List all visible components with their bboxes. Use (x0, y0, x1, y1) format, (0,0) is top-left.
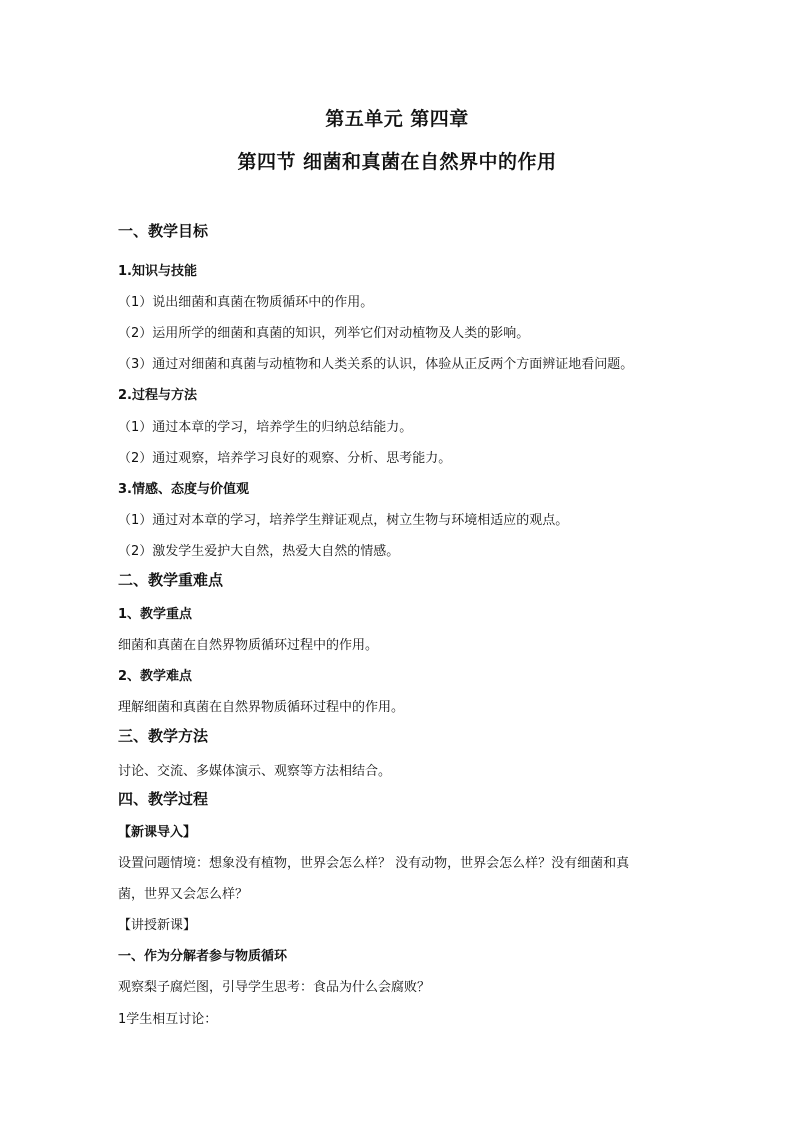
knowledge-skills-subheading: 1.知识与技能 (118, 264, 197, 279)
objective-paragraph: （1）通过本章的学习，培养学生的归纳总结能力。 (118, 420, 413, 435)
new-lesson-intro-label: 【新课导入】 (118, 825, 197, 840)
key-difficult-points-heading: 二、教学重难点 (118, 571, 224, 589)
process-methods-subheading: 2.过程与方法 (118, 388, 197, 403)
key-points-subheading: 1、教学重点 (118, 607, 193, 622)
unit-title: 第五单元 第四章 (325, 108, 469, 130)
objective-paragraph: （1）说出细菌和真菌在物质循环中的作用。 (118, 295, 374, 310)
lesson-paragraph: 1学生相互讨论： (118, 1012, 218, 1027)
objective-paragraph: （1）通过对本章的学习，培养学生辩证观点，树立生物与环境相适应的观点。 (118, 513, 569, 528)
objective-paragraph: （2）运用所学的细菌和真菌的知识，列举它们对动植物及人类的影响。 (118, 326, 530, 341)
lecture-new-lesson-label: 【讲授新课】 (118, 918, 197, 933)
attitude-values-subheading: 3.情感、态度与价值观 (118, 482, 249, 497)
difficult-points-subheading: 2、教学难点 (118, 669, 193, 684)
teaching-methods-heading: 三、教学方法 (118, 727, 209, 745)
objective-paragraph: （2）激发学生爱护大自然，热爱大自然的情感。 (118, 544, 400, 559)
objective-paragraph: （2）通过观察，培养学习良好的观察、分析、思考能力。 (118, 451, 452, 466)
objective-paragraph: （3）通过对细菌和真菌与动植物和人类关系的认识，体验从正反两个方面辨证地看问题。 (118, 357, 634, 372)
intro-paragraph: 菌，世界又会怎么样？ (118, 887, 249, 902)
teaching-methods-paragraph: 讨论、交流、多媒体演示、观察等方法相结合。 (118, 764, 392, 779)
teaching-process-heading: 四、教学过程 (118, 790, 209, 808)
decomposer-section-heading: 一、作为分解者参与物质循环 (118, 949, 288, 964)
key-point-paragraph: 细菌和真菌在自然界物质循环过程中的作用。 (118, 638, 379, 653)
lesson-paragraph: 观察梨子腐烂图，引导学生思考：食品为什么会腐败？ (118, 980, 431, 995)
section-title: 第四节 细菌和真菌在自然界中的作用 (237, 151, 557, 173)
teaching-objectives-heading: 一、教学目标 (118, 222, 209, 240)
intro-paragraph: 设置问题情境：想象没有植物，世界会怎么样？ 没有动物，世界会怎么样？没有细菌和真 (118, 856, 630, 871)
difficult-point-paragraph: 理解细菌和真菌在自然界物质循环过程中的作用。 (118, 700, 405, 715)
